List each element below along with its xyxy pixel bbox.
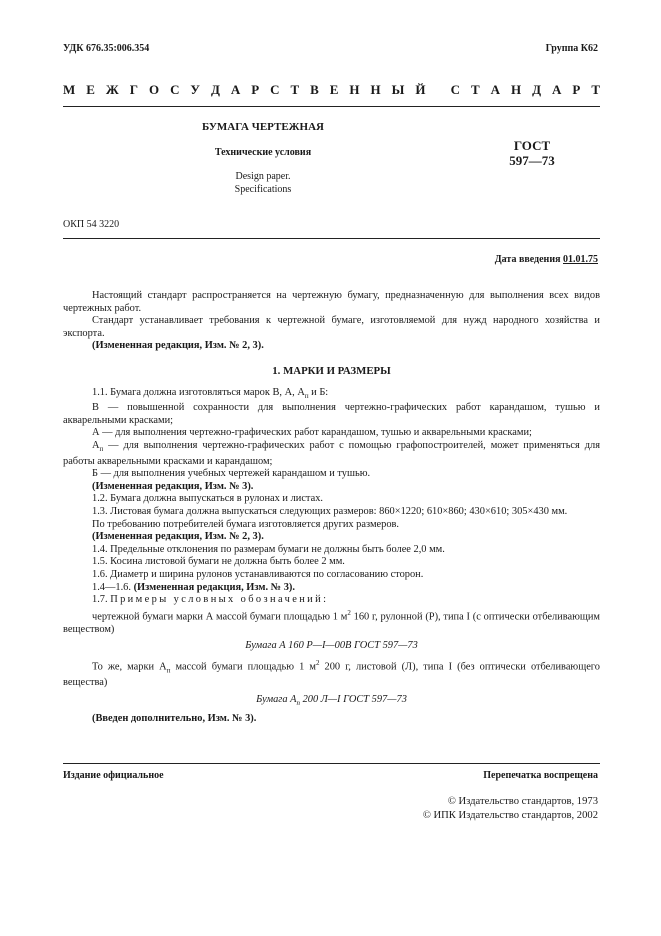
- clause-1-2: 1.2. Бумага должна выпускаться в рулонах и листах.: [92, 493, 324, 505]
- intro-change-note: (Измененная редакция, Изм. № 2, 3).: [92, 340, 264, 352]
- section-1-heading: 1. МАРКИ И РАЗМЕРЫ: [272, 364, 391, 377]
- footer-divider: [63, 763, 600, 764]
- clause-1-1-change-note: (Измененная редакция, Изм. № 3).: [92, 480, 254, 492]
- gost-number: 597—73: [509, 153, 555, 168]
- clause-1-7-introduced-note: (Введен дополнительно, Изм. № 3).: [92, 713, 257, 725]
- banner-letter: Н: [349, 82, 360, 97]
- banner-letter: М: [63, 82, 76, 97]
- banner-letter: Н: [370, 82, 381, 97]
- example-2-code: Бумага $А_п$ 200 Л—I ГОСТ 597—73: [256, 693, 407, 707]
- standard-type-banner: [63, 82, 600, 98]
- banner-letter: С: [170, 82, 180, 97]
- clause-1-7: 1.7. Примеры условных обозначений:: [92, 594, 329, 606]
- official-edition-label: Издание официальное: [63, 770, 164, 781]
- banner-letter: С: [270, 82, 280, 97]
- udk-code: УДК 676.35:006.354: [63, 43, 150, 54]
- document-body: [63, 290, 600, 726]
- introduction-date-value: 01.01.75: [563, 254, 598, 265]
- banner-letter: Т: [591, 82, 600, 97]
- group-code: Группа К62: [545, 43, 598, 54]
- banner-letter: Е: [329, 82, 339, 97]
- banner-letter: С: [450, 82, 461, 97]
- title-en-line1: Design paper.: [235, 171, 291, 182]
- intro-paragraph-1: Настоящий стандарт распространяется на чертежную бумагу, предназначенную для выполнения всех видов чертежных работ.: [63, 290, 600, 314]
- okp-divider: [63, 238, 600, 239]
- document-title-ru: БУМАГА ЧЕРТЕЖНАЯ: [201, 121, 325, 133]
- banner-letter: В: [310, 82, 319, 97]
- banner-letter: Й: [415, 82, 426, 97]
- mark-an-description: $А_п$ — для выполнения чертежно-графических работ с помощью графопостроителей, может применяться для работы акварельными красками и карандашом;: [63, 440, 600, 467]
- clause-1-3-change-note: (Измененная редакция, Изм. № 2, 3).: [92, 531, 264, 543]
- mark-a-description: А — для выполнения чертежно-графических работ карандашом, тушью и акварельными красками;: [92, 427, 532, 439]
- example-1-code: Бумага А 160 Р—I—00В ГОСТ 597—73: [245, 640, 418, 652]
- introduction-date: [495, 254, 598, 265]
- banner-letter: Д: [210, 82, 220, 97]
- clause-1-4: 1.4. Предельные отклонения по размерам бумаги не должны быть более 2,0 мм.: [92, 543, 445, 555]
- banner-letter: Р: [251, 82, 260, 97]
- example-2-description: То же, марки $А_п$ массой бумаги площадью 1 $м^2$ 200 г, листовой (Л), типа I (без оптически отбеливающего вещества): [63, 659, 600, 689]
- banner-letter: О: [148, 82, 160, 97]
- okp-code: ОКП 54 3220: [63, 219, 120, 230]
- gost-label: ГОСТ: [513, 138, 551, 153]
- clause-1-4-1-6-change-note: 1.4—1.6. (Измененная редакция, Изм. № 3).: [92, 581, 295, 593]
- header-divider: [63, 106, 600, 107]
- banner-letter: Ж: [105, 82, 119, 97]
- copyright-1973: © Издательство стандартов, 1973: [447, 796, 598, 807]
- banner-letter: Т: [290, 82, 300, 97]
- copyright-2002: © ИПК Издательство стандартов, 2002: [422, 810, 598, 821]
- banner-letter: Е: [86, 82, 95, 97]
- banner-letter: Г: [129, 82, 138, 97]
- gost-designation: [482, 138, 582, 168]
- banner-letter: Ы: [391, 82, 405, 97]
- reprint-prohibited-label: Перепечатка воспрещена: [483, 770, 598, 781]
- introduction-date-label: Дата введения: [494, 254, 561, 265]
- clause-1-3-note: По требованию потребителей бумага изготовляется других размеров.: [92, 518, 400, 530]
- banner-letter: А: [490, 82, 501, 97]
- clause-1-1: 1.1. Бумага должна изготовляться марок В, А, $А_п$ и Б:: [92, 386, 329, 400]
- mark-be-description: Б — для выполнения учебных чертежей карандашом и тушью.: [92, 468, 371, 480]
- banner-letter: Р: [572, 82, 581, 97]
- document-subtitle-ru: Технические условия: [214, 147, 312, 158]
- banner-letter: Т: [471, 82, 480, 97]
- document-title-en: [63, 170, 463, 196]
- intro-paragraph-2: Стандарт устанавливает требования к чертежной бумаге, изготовляемой для нужд народного хозяйства и экспорта.: [63, 315, 600, 339]
- banner-letter: Н: [511, 82, 522, 97]
- banner-letter: У: [190, 82, 200, 97]
- title-en-line2: Specifications: [234, 184, 292, 195]
- banner-gap: [436, 82, 439, 98]
- copyright-block: [423, 795, 598, 823]
- example-1-description: чертежной бумаги марки А массой бумаги площадью 1 $м^2$ 160 г, рулонной (Р), типа I (с оптически отбеливающим веществом): [63, 608, 600, 635]
- clause-1-6: 1.6. Диаметр и ширина рулонов устанавливаются по согласованию сторон.: [92, 569, 424, 581]
- clause-1-3: 1.3. Листовая бумага должна выпускаться следующих размеров: 860×1220; 610×860; 430×610; 305×430 мм.: [92, 506, 568, 518]
- banner-letter: А: [552, 82, 562, 97]
- clause-1-5: 1.5. Косина листовой бумаги не должна быть более 2 мм.: [92, 556, 345, 568]
- banner-letter: Д: [532, 82, 542, 97]
- mark-b-description: В — повышенной сохранности для выполнения чертежно-графических работ карандашом, тушью и акварельными красками;: [63, 402, 600, 426]
- title-block: [63, 121, 463, 196]
- banner-letter: А: [230, 82, 241, 97]
